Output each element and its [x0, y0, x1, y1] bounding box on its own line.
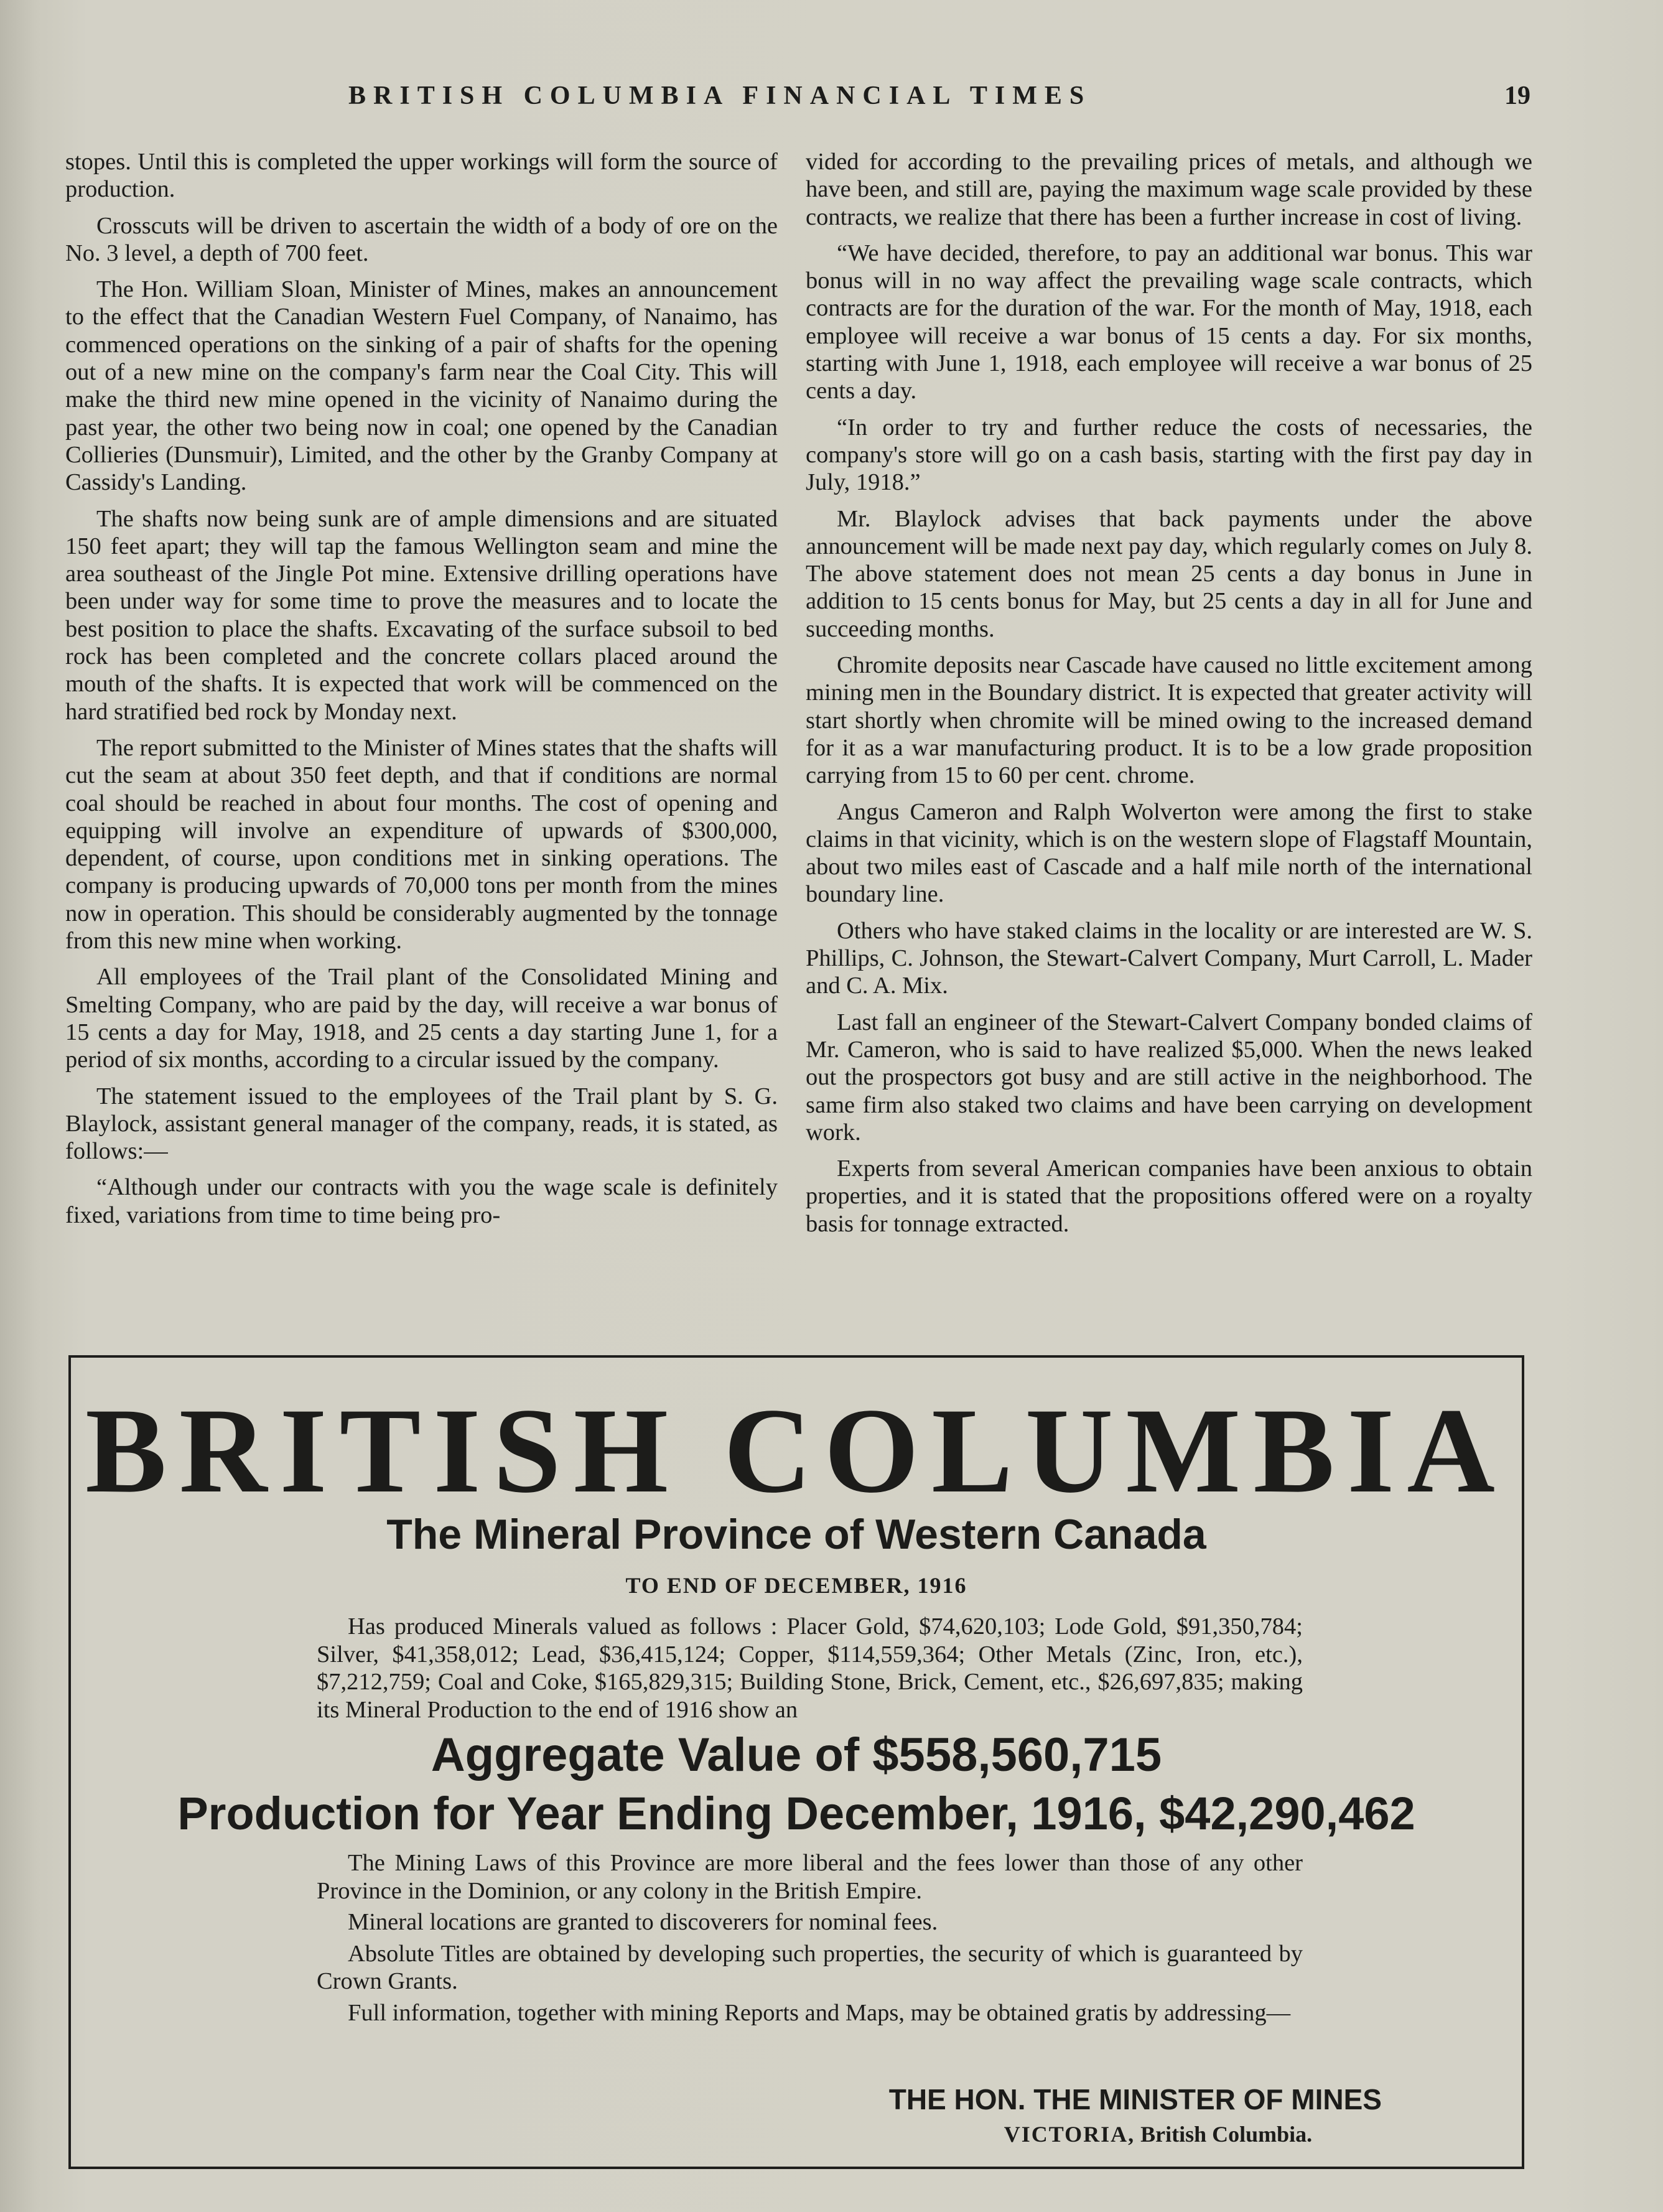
- article-paragraph: Experts from several American companies have been anxious to obtain properties, and it is stated that the propositions offered were on a royalty basis for tonnage extracted.: [806, 1155, 1532, 1237]
- article-paragraph: The statement issued to the employees of the Trail plant by S. G. Blaylock, assistant general manager of the company, reads, it is stated, as follows:—: [65, 1083, 778, 1165]
- ad-laws-text: [317, 1849, 1303, 2027]
- article-paragraph: “In order to try and further reduce the costs of necessaries, the company's store will go on a cash basis, starting with the first pay day in July, 1918.”: [806, 414, 1532, 496]
- article-paragraph: Angus Cameron and Ralph Wolverton were among the first to stake claims in that vicinity, which is on the western slope of Flagstaff Mountain, about two miles east of Cascade and a half mile north of the international boundary line.: [806, 798, 1532, 908]
- article-paragraph: Mr. Blaylock advises that back payments under the above announcement will be made next pay day, which regularly comes on July 8. The above statement does not mean 25 cents a day bonus in June in addition to 15 cents bonus for May, but 25 cents a day in all for June and succeeding months.: [806, 505, 1532, 642]
- ad-signature-province: British Columbia.: [1140, 2122, 1313, 2147]
- ad-laws-paragraph: Full information, together with mining Reports and Maps, may be obtained gratis by addressing—: [348, 1999, 1291, 2026]
- ad-subtitle: The Mineral Province of Western Canada: [386, 1511, 1206, 1558]
- page-number: 19: [1504, 82, 1530, 110]
- article-paragraph: The shafts now being sunk are of ample dimensions and are situated 150 feet apart; they will tap the famous Wellington seam and mine the area southeast of the Jingle Pot mine. Extensive drilling operations have been under way for some time to prove the measures and to locate the best position to place the shafts. Excavating of the surface subsoil to bed rock has been completed and the concrete collars placed around the mouth of the shafts. It is expected that work will be commenced on the hard stratified bed rock by Monday next.: [65, 505, 778, 725]
- article-paragraph: Chromite deposits near Cascade have caused no little excitement among mining men in the Boundary district. It is expected that greater activity will start shortly when chromite will be mined owing to the increased demand for it as a war manufacturing product. It is to be a low grade proposition carrying from 15 to 60 per cent. chrome.: [806, 652, 1532, 789]
- ad-production-value: Production for Year Ending December, 1916, $42,290,462: [177, 1788, 1415, 1839]
- ad-minerals-paragraph: Has produced Minerals valued as follows : Placer Gold, $74,620,103; Lode Gold, $91,350,784; Silver, $41,358,012; Lead, $36,415,124; Copper, $114,559,364; Other Metals (Zinc, Iron, etc.), $7,212,759; Coal and Coke, $165,829,315; Building Stone, Brick, Cement, etc., $26,697,835; making its Mineral Production to the end of 1916 show an: [317, 1613, 1303, 1723]
- article-paragraph: All employees of the Trail plant of the Consolidated Mining and Smelting Company, who are paid by the day, will receive a war bonus of 15 cents a day for May, 1918, and 25 cents a day starting June 1, for a period of six months, according to a circular issued by the company.: [65, 964, 778, 1073]
- ad-signature-place: [1004, 2121, 1382, 2147]
- right-column: [806, 148, 1532, 1238]
- ad-laws-paragraph: The Mining Laws of this Province are more liberal and the fees lower than those of any other Province in the Dominion, or any colony in the British Empire.: [317, 1850, 1303, 1904]
- article-paragraph: Crosscuts will be driven to ascertain the width of a body of ore on the No. 3 level, a depth of 700 feet.: [65, 212, 778, 266]
- article-paragraph: “We have decided, therefore, to pay an additional war bonus. This war bonus will in no way affect the prevailing wage scale contracts, which contracts are for the duration of the war. For the month of May, 1918, each employee will receive a war bonus of 15 cents a day. For six months, starting with June 1, 1918, each employee will receive a war bonus of 25 cents a day.: [806, 240, 1532, 404]
- article-paragraph: Others who have staked claims in the locality or are interested are W. S. Phillips, C. Johnson, the Stewart-Calvert Company, Murt Carroll, L. Mader and C. A. Mix.: [806, 917, 1532, 999]
- page-header: [187, 81, 1530, 118]
- ad-signature: [889, 2083, 1382, 2147]
- article-paragraph: Last fall an engineer of the Stewart-Calvert Company bonded claims of Mr. Cameron, who is said to have realized $5,000. When the news leaked out the prospectors got busy and are still active in the neighborhood. The same firm also staked two claims and have been carrying on development work.: [806, 1009, 1532, 1146]
- ad-title: BRITISH COLUMBIA: [85, 1383, 1507, 1518]
- ad-signature-city: VICTORIA,: [1004, 2122, 1135, 2147]
- article-paragraph: “Although under our contracts with you the wage scale is definitely fixed, variations from time to time being pro-: [65, 1174, 778, 1228]
- ad-signature-name: THE HON. THE MINISTER OF MINES: [888, 2083, 1382, 2116]
- ad-aggregate-value: Aggregate Value of $558,560,715: [431, 1729, 1162, 1781]
- article-paragraph: The Hon. William Sloan, Minister of Mines, makes an announcement to the effect that the Canadian Western Fuel Company, of Nanaimo, has commenced operations on the sinking of a pair of shafts for the opening out of a new mine on the company's farm near the Coal City. This will make the third new mine opened in the vicinity of Nanaimo during the past year, the other two being now in coal; one opened by the Canadian Collieries (Dunsmuir), Limited, and the other by the Granby Company at Cassidy's Landing.: [65, 276, 778, 496]
- ad-laws-paragraph: Absolute Titles are obtained by developing such properties, the security of which is guaranteed by Crown Grants.: [317, 1940, 1303, 1994]
- ad-minerals-text: [317, 1613, 1303, 1724]
- article-paragraph: stopes. Until this is completed the upper workings will form the source of production.: [65, 149, 778, 203]
- ad-laws-paragraph: Mineral locations are granted to discoverers for nominal fees.: [348, 1909, 938, 1935]
- article-paragraph: vided for according to the prevailing prices of metals, and although we have been, and still are, paying the maximum wage scale provided by these contracts, we realize that there has been a further increase in cost of living.: [806, 149, 1532, 230]
- left-column: [65, 148, 778, 1229]
- article-paragraph: The report submitted to the Minister of Mines states that the shafts will cut the seam at about 350 feet depth, and that if conditions are normal coal should be reached in about four months. The cost of opening and equipping will involve an expenditure of upwards of $300,000, dependent, of course, upon conditions met in sinking operations. The company is producing upwards of 70,000 tons per month from the mines now in operation. This should be considerably augmented by the tonnage from this new mine when working.: [65, 734, 778, 954]
- running-head: BRITISH COLUMBIA FINANCIAL TIMES: [348, 82, 1092, 110]
- ad-date-line: TO END OF DECEMBER, 1916: [625, 1573, 967, 1598]
- advertisement-box: [68, 1355, 1524, 2169]
